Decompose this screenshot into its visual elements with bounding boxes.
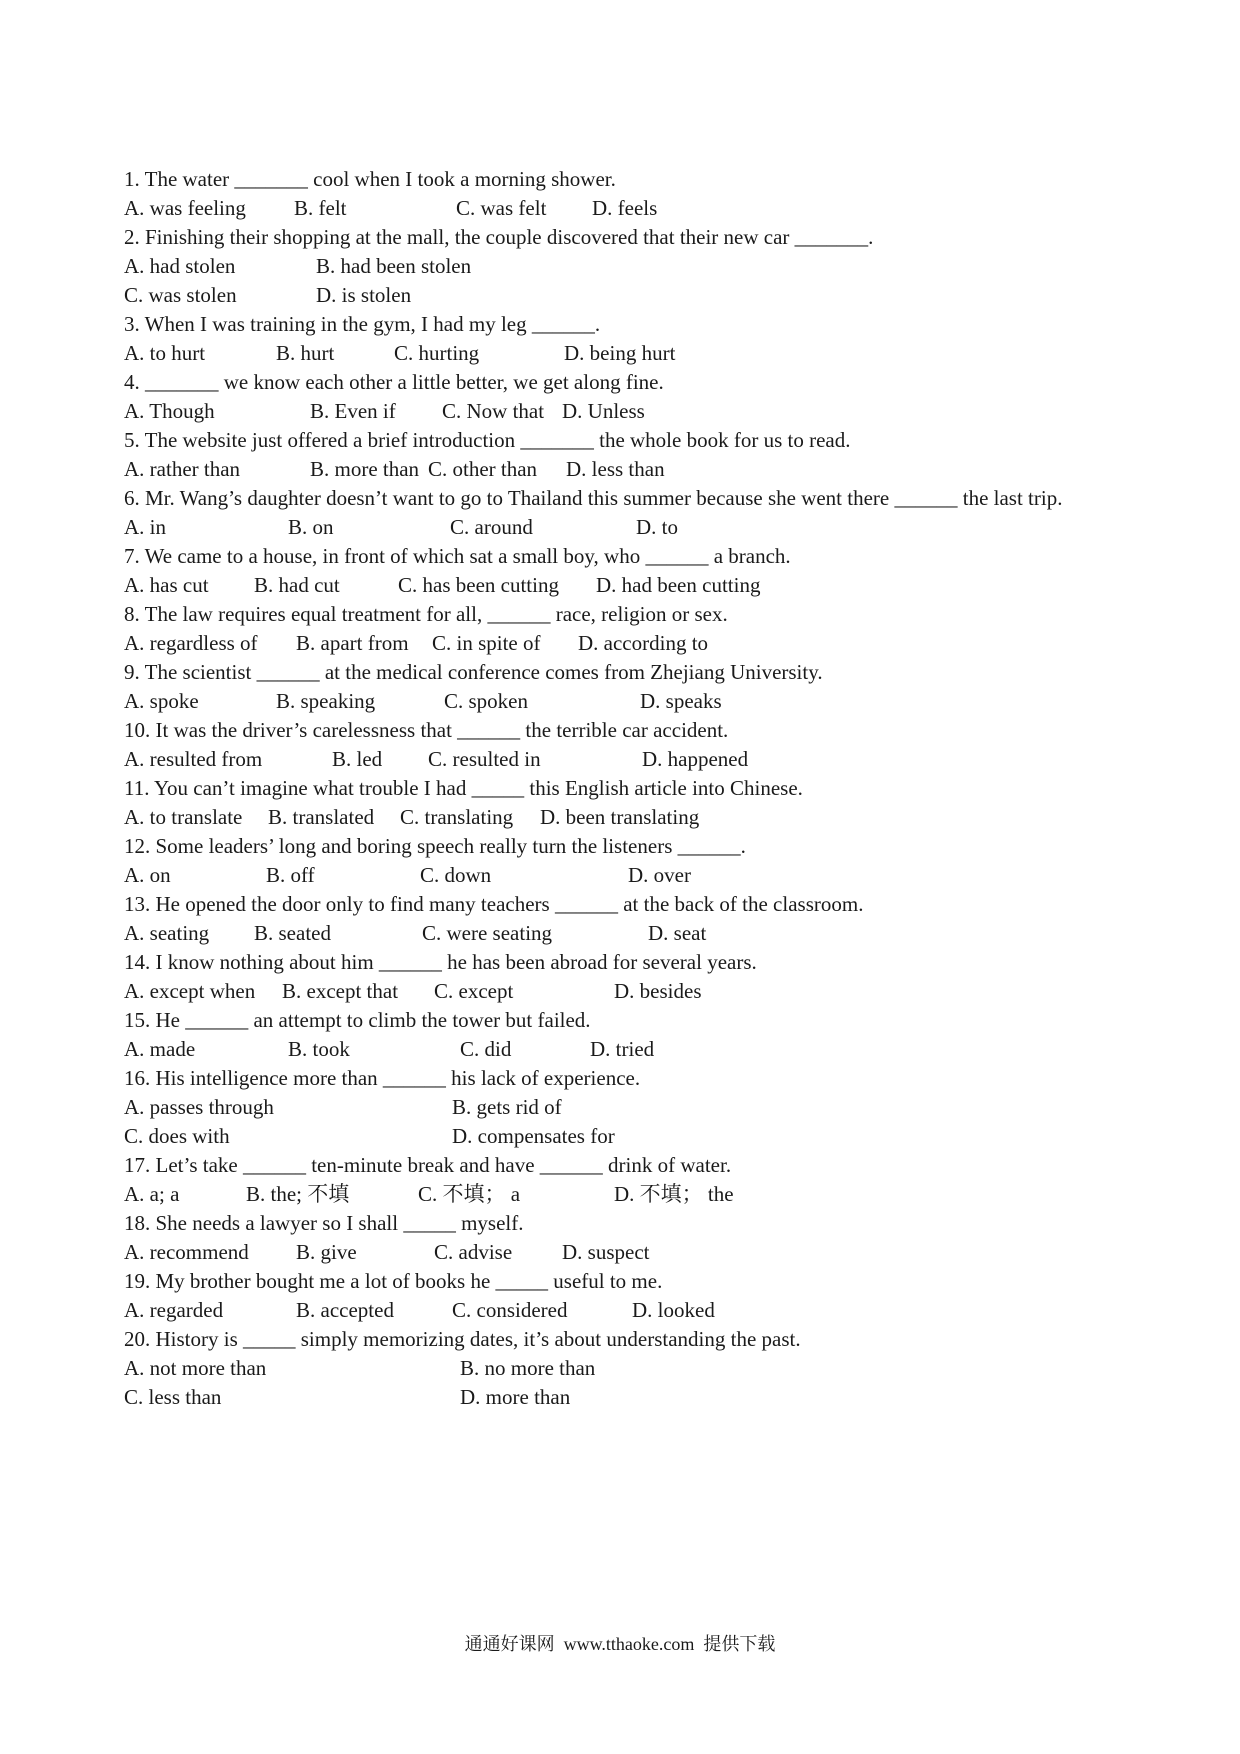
question-19-option-a: A. regarded: [124, 1298, 224, 1322]
question-18-option-d: D. suspect: [562, 1240, 650, 1264]
question-19-stem: 19. My brother bought me a lot of books he _____ useful to me.: [124, 1269, 663, 1293]
question-7-option-d: D. had been cutting: [596, 573, 761, 597]
question-10-option-b: B. led: [332, 747, 383, 771]
question-20-option-b: B. no more than: [460, 1356, 596, 1380]
question-13-option-d: D. seat: [648, 921, 707, 945]
question-9-stem: 9. The scientist ______ at the medical conference comes from Zhejiang University.: [124, 660, 823, 684]
question-12-option-a: A. on: [124, 863, 171, 887]
question-8-option-b: B. apart from: [296, 631, 409, 655]
question-11-options: [124, 801, 700, 833]
question-17-options: [124, 1178, 734, 1210]
question-7-options: [124, 569, 761, 601]
question-1-option-d: D. feels: [592, 196, 658, 220]
question-6-option-b: B. on: [288, 515, 334, 539]
question-20-options-row-1: [124, 1352, 596, 1384]
question-18-option-a: A. recommend: [124, 1240, 249, 1264]
question-9-option-a: A. spoke: [124, 689, 199, 713]
question-3-option-b: B. hurt: [276, 341, 335, 365]
question-18-options: [124, 1236, 650, 1268]
question-14-option-b: B. except that: [282, 979, 399, 1003]
question-17-stem: 17. Let’s take ______ ten-minute break and have ______ drink of water.: [124, 1153, 732, 1177]
question-2-option-d: D. is stolen: [316, 283, 412, 307]
question-18-stem: 18. She needs a lawyer so I shall _____ myself.: [124, 1211, 524, 1235]
question-2-option-c: C. was stolen: [124, 283, 237, 307]
question-1-option-a: A. was feeling: [124, 196, 246, 220]
question-12-option-b: B. off: [266, 863, 315, 887]
question-14-option-d: D. besides: [614, 979, 702, 1003]
question-5-option-a: A. rather than: [124, 457, 241, 481]
question-3-option-d: D. being hurt: [564, 341, 676, 365]
question-20-option-c: C. less than: [124, 1385, 222, 1409]
question-6-stem: 6. Mr. Wang’s daughter doesn’t want to go to Thailand this summer because she went there ______ the last trip.: [124, 486, 1063, 510]
question-10-stem: 10. It was the driver’s carelessness that ______ the terrible car accident.: [124, 718, 729, 742]
question-11-stem: 11. You can’t imagine what trouble I had _____ this English article into Chinese.: [124, 776, 803, 800]
question-7-option-b: B. had cut: [254, 573, 340, 597]
question-15-options: [124, 1033, 655, 1065]
question-11-option-b: B. translated: [268, 805, 375, 829]
question-19-options: [124, 1294, 715, 1326]
question-20-stem: 20. History is _____ simply memorizing dates, it’s about understanding the past.: [124, 1327, 801, 1351]
question-6-option-a: A. in: [124, 515, 166, 539]
question-2-options-row-1: [124, 250, 472, 282]
question-2-option-b: B. had been stolen: [316, 254, 472, 278]
question-15-option-c: C. did: [460, 1037, 512, 1061]
footer-source-note: 通通好课网 www.tthaoke.com 提供下载: [464, 1634, 776, 1654]
question-12-option-d: D. over: [628, 863, 691, 887]
question-3-option-c: C. hurting: [394, 341, 480, 365]
question-1-option-b: B. felt: [294, 196, 347, 220]
question-8-stem: 8. The law requires equal treatment for all, ______ race, religion or sex.: [124, 602, 728, 626]
question-7-stem: 7. We came to a house, in front of which sat a small boy, who ______ a branch.: [124, 544, 791, 568]
question-16-option-c: C. does with: [124, 1124, 230, 1148]
question-11-option-a: A. to translate: [124, 805, 243, 829]
question-9-option-d: D. speaks: [640, 689, 722, 713]
question-14-options: [124, 975, 702, 1007]
question-8-options: [124, 627, 709, 659]
question-13-option-a: A. seating: [124, 921, 210, 945]
question-4-option-b: B. Even if: [310, 399, 396, 423]
question-5-options: [124, 453, 665, 485]
question-5-option-b: B. more than: [310, 457, 420, 481]
question-16-stem: 16. His intelligence more than ______ his lack of experience.: [124, 1066, 641, 1090]
question-16-options-row-1: [124, 1091, 562, 1123]
question-6-option-d: D. to: [636, 515, 678, 539]
question-3-stem: 3. When I was training in the gym, I had my leg ______.: [124, 312, 601, 336]
question-16-option-d: D. compensates for: [452, 1124, 615, 1148]
question-8-option-a: A. regardless of: [124, 631, 258, 655]
question-15-option-d: D. tried: [590, 1037, 655, 1061]
question-10-options: [124, 743, 749, 775]
question-7-option-c: C. has been cutting: [398, 573, 559, 597]
question-19-option-b: B. accepted: [296, 1298, 394, 1322]
question-15-option-b: B. took: [288, 1037, 350, 1061]
question-1-options: [124, 192, 658, 224]
question-10-option-c: C. resulted in: [428, 747, 541, 771]
question-9-option-b: B. speaking: [276, 689, 376, 713]
question-19-option-c: C. considered: [452, 1298, 568, 1322]
question-16-option-a: A. passes through: [124, 1095, 274, 1119]
question-14-option-c: C. except: [434, 979, 514, 1003]
question-5-option-c: C. other than: [428, 457, 538, 481]
question-7-option-a: A. has cut: [124, 573, 209, 597]
question-13-option-b: B. seated: [254, 921, 331, 945]
question-12-option-c: C. down: [420, 863, 492, 887]
question-9-options: [124, 685, 722, 717]
question-4-option-c: C. Now that: [442, 399, 545, 423]
question-15-option-a: A. made: [124, 1037, 196, 1061]
question-12-stem: 12. Some leaders’ long and boring speech really turn the listeners ______.: [124, 834, 746, 858]
question-1-option-c: C. was felt: [456, 196, 547, 220]
question-11-option-d: D. been translating: [540, 805, 700, 829]
question-10-option-d: D. happened: [642, 747, 749, 771]
question-20-option-d: D. more than: [460, 1385, 571, 1409]
question-9-option-c: C. spoken: [444, 689, 528, 713]
question-12-options: [124, 859, 691, 891]
question-16-option-b: B. gets rid of: [452, 1095, 562, 1119]
question-17-option-b: B. the; 不填: [246, 1182, 350, 1206]
question-3-options: [124, 337, 676, 369]
question-16-options-row-2: [124, 1120, 615, 1152]
question-15-stem: 15. He ______ an attempt to climb the tower but failed.: [124, 1008, 591, 1032]
question-13-stem: 13. He opened the door only to find many teachers ______ at the back of the classroom.: [124, 892, 864, 916]
question-6-option-c: C. around: [450, 515, 533, 539]
question-13-options: [124, 917, 707, 949]
question-8-option-d: D. according to: [578, 631, 709, 655]
question-17-option-d: D. 不填； the: [614, 1182, 734, 1206]
question-17-option-c: C. 不填； a: [418, 1182, 521, 1206]
question-4-options: [124, 395, 645, 427]
question-18-option-c: C. advise: [434, 1240, 513, 1264]
question-20-options-row-2: [124, 1381, 571, 1413]
question-6-options: [124, 511, 678, 543]
question-18-option-b: B. give: [296, 1240, 357, 1264]
question-14-stem: 14. I know nothing about him ______ he has been abroad for several years.: [124, 950, 757, 974]
question-8-option-c: C. in spite of: [432, 631, 541, 655]
question-11-option-c: C. translating: [400, 805, 514, 829]
question-2-stem: 2. Finishing their shopping at the mall, the couple discovered that their new car _______.: [124, 225, 874, 249]
question-4-stem: 4. _______ we know each other a little better, we get along fine.: [124, 370, 664, 394]
question-19-option-d: D. looked: [632, 1298, 715, 1322]
question-17-option-a: A. a; a: [124, 1182, 180, 1206]
question-4-option-a: A. Though: [124, 399, 215, 423]
question-2-options-row-2: [124, 279, 412, 311]
question-13-option-c: C. were seating: [422, 921, 553, 945]
question-10-option-a: A. resulted from: [124, 747, 263, 771]
question-4-option-d: D. Unless: [562, 399, 645, 423]
question-5-stem: 5. The website just offered a brief introduction _______ the whole book for us to read.: [124, 428, 851, 452]
question-14-option-a: A. except when: [124, 979, 256, 1003]
question-5-option-d: D. less than: [566, 457, 665, 481]
question-1-stem: 1. The water _______ cool when I took a morning shower.: [124, 167, 616, 191]
question-3-option-a: A. to hurt: [124, 341, 206, 365]
question-20-option-a: A. not more than: [124, 1356, 267, 1380]
question-2-option-a: A. had stolen: [124, 254, 236, 278]
